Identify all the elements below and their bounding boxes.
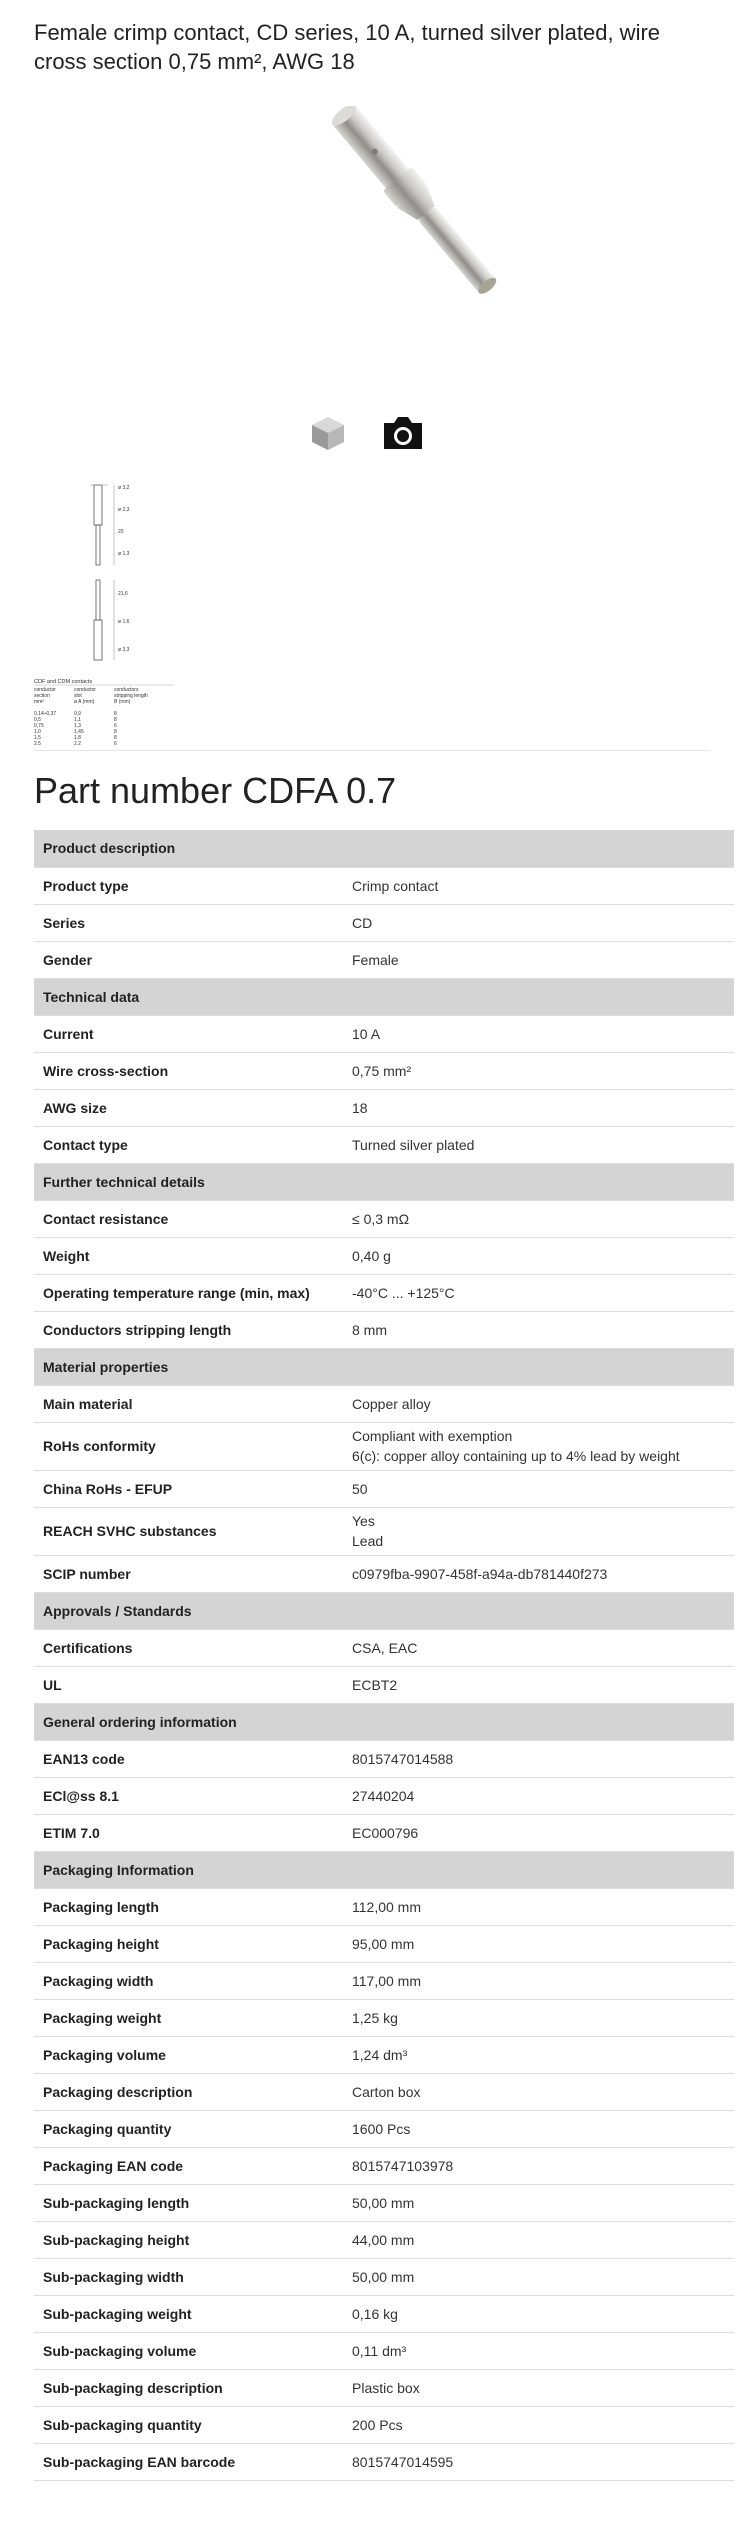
drawing-table-cell: 1,8 xyxy=(74,735,81,741)
drawing-table-cell: 2,5 xyxy=(34,741,41,745)
spec-value-line: 44,00 mm xyxy=(352,2231,415,2248)
spec-label: Packaging EAN code xyxy=(34,2147,343,2184)
spec-row xyxy=(34,1470,734,1507)
spec-value xyxy=(343,2184,734,2221)
drawing-table-cell: 1,45 xyxy=(74,729,84,735)
spec-value xyxy=(343,1740,734,1777)
spec-value xyxy=(343,1888,734,1925)
spec-value xyxy=(343,1999,734,2036)
spec-label: Sub-packaging height xyxy=(34,2221,343,2258)
spec-label: Contact type xyxy=(34,1126,343,1163)
camera-icon[interactable] xyxy=(380,413,426,458)
technical-drawing xyxy=(34,475,184,745)
spec-label: Packaging height xyxy=(34,1925,343,1962)
spec-label: Sub-packaging description xyxy=(34,2369,343,2406)
spec-label: Sub-packaging weight xyxy=(34,2295,343,2332)
spec-value-line: Copper alloy xyxy=(352,1395,431,1412)
section-title: Technical data xyxy=(34,978,734,1015)
dimension-label: ø 3,2 xyxy=(118,485,130,491)
spec-label: Packaging weight xyxy=(34,1999,343,2036)
spec-value-line: ≤ 0,3 mΩ xyxy=(352,1210,410,1227)
spec-row xyxy=(34,2221,734,2258)
drawing-table-header: B (mm) xyxy=(114,699,131,705)
spec-value-line: 8015747103978 xyxy=(352,2157,454,2174)
spec-value-line: 50 xyxy=(352,1480,368,1497)
spec-value-line: Compliant with exemption xyxy=(352,1428,513,1444)
spec-row xyxy=(34,941,734,978)
spec-row xyxy=(34,1555,734,1592)
section-header xyxy=(34,1592,734,1629)
spec-row xyxy=(34,1507,734,1555)
spec-label: RoHs conformity xyxy=(34,1422,343,1470)
spec-label: AWG size xyxy=(34,1089,343,1126)
dimension-label: 20 xyxy=(118,529,124,535)
section-header xyxy=(34,1348,734,1385)
crimp-contact-image xyxy=(289,106,549,306)
drawing-table-title: CDF and CDM contacts xyxy=(34,679,93,685)
spec-value xyxy=(343,904,734,941)
dimension-label: ø 3,3 xyxy=(118,647,130,653)
spec-value-line: 8015747014595 xyxy=(352,2453,454,2470)
section-header xyxy=(34,1163,734,1200)
spec-value xyxy=(343,2258,734,2295)
spec-row xyxy=(34,2110,734,2147)
spec-label: Sub-packaging quantity xyxy=(34,2406,343,2443)
spec-value-line: Plastic box xyxy=(352,2379,420,2396)
spec-value-line: 10 A xyxy=(352,1025,381,1042)
spec-value-line: 50,00 mm xyxy=(352,2268,415,2285)
spec-value-line: Carton box xyxy=(352,2083,421,2100)
spec-value xyxy=(343,1200,734,1237)
spec-value xyxy=(343,2110,734,2147)
spec-value-line: 6(c): copper alloy containing up to 4% lead by weight xyxy=(352,1448,680,1464)
spec-value xyxy=(343,2295,734,2332)
section-title: Approvals / Standards xyxy=(34,1592,734,1629)
spec-label: SCIP number xyxy=(34,1555,343,1592)
spec-value xyxy=(343,1422,734,1470)
spec-value xyxy=(343,1052,734,1089)
spec-row xyxy=(34,2258,734,2295)
drawing-table-header: conductors xyxy=(114,687,139,693)
spec-label: China RoHs - EFUP xyxy=(34,1470,343,1507)
spec-row xyxy=(34,1740,734,1777)
spec-value-line: Lead xyxy=(352,1533,384,1549)
spec-label: Packaging volume xyxy=(34,2036,343,2073)
drawing-table-header: stripping length xyxy=(114,693,148,699)
spec-value-line: 8 mm xyxy=(352,1321,387,1338)
spec-label: Packaging width xyxy=(34,1962,343,1999)
technical-drawing-thumbnail[interactable] xyxy=(34,475,184,745)
part-number-heading: Part number CDFA 0.7 xyxy=(34,770,397,811)
spec-label: Gender xyxy=(34,941,343,978)
section-title: Further technical details xyxy=(34,1163,734,1200)
drawing-table-cell: 0,5 xyxy=(34,717,41,723)
spec-label: Contact resistance xyxy=(34,1200,343,1237)
spec-row xyxy=(34,2036,734,2073)
spec-row xyxy=(34,2295,734,2332)
drawing-table-cell: 1,3 xyxy=(74,723,81,729)
spec-row xyxy=(34,2369,734,2406)
spec-value-line: 200 Pcs xyxy=(352,2416,403,2433)
spec-value-line: 117,00 mm xyxy=(352,1972,421,1989)
spec-label: ECl@ss 8.1 xyxy=(34,1777,343,1814)
spec-row xyxy=(34,2184,734,2221)
spec-value-line: CSA, EAC xyxy=(352,1639,418,1656)
spec-value xyxy=(343,2147,734,2184)
spec-row xyxy=(34,1422,734,1470)
spec-value-line: 95,00 mm xyxy=(352,1935,415,1952)
drawing-table-cell: 8 xyxy=(114,711,117,717)
spec-value xyxy=(343,2221,734,2258)
spec-label: Series xyxy=(34,904,343,941)
spec-value xyxy=(343,1470,734,1507)
spec-value-line: 0,40 g xyxy=(352,1247,391,1264)
spec-row xyxy=(34,1089,734,1126)
drawing-table-header: conductor xyxy=(34,687,56,693)
spec-row xyxy=(34,2406,734,2443)
drawing-table-header: mm² xyxy=(34,699,44,705)
spec-row xyxy=(34,1962,734,1999)
spec-value-line: c0979fba-9907-458f-a94a-db781440f273 xyxy=(352,1565,608,1582)
spec-row xyxy=(34,1237,734,1274)
spec-label: Weight xyxy=(34,1237,343,1274)
spec-label: Sub-packaging width xyxy=(34,2258,343,2295)
drawing-table-cell: 8 xyxy=(114,735,117,741)
spec-value xyxy=(343,1925,734,1962)
spec-label: Operating temperature range (min, max) xyxy=(34,1274,343,1311)
spec-label: Packaging quantity xyxy=(34,2110,343,2147)
spec-value xyxy=(343,2073,734,2110)
spec-value xyxy=(343,1555,734,1592)
spec-label: Wire cross-section xyxy=(34,1052,343,1089)
spec-value-line: 1600 Pcs xyxy=(352,2120,411,2137)
spec-row xyxy=(34,904,734,941)
drawing-table-cell: 0,75 xyxy=(34,723,44,729)
spec-value xyxy=(343,1089,734,1126)
drawing-table-cell: 1,0 xyxy=(34,729,41,735)
drawing-table-header: conductor xyxy=(74,687,96,693)
spec-value-line: Female xyxy=(352,951,399,968)
spec-label: REACH SVHC substances xyxy=(34,1507,343,1555)
spec-label: Product type xyxy=(34,867,343,904)
drawing-table-cell: 0,9 xyxy=(74,711,81,717)
spec-value-line: 8015747014588 xyxy=(352,1750,454,1767)
dimension-label: ø 1,3 xyxy=(118,551,130,557)
view-toggles xyxy=(0,413,744,453)
spec-row xyxy=(34,867,734,904)
spec-value-line: 27440204 xyxy=(352,1787,415,1804)
spec-value xyxy=(343,2369,734,2406)
spec-value-line: 0,75 mm² xyxy=(352,1062,412,1079)
spec-value xyxy=(343,1629,734,1666)
spec-label: Current xyxy=(34,1015,343,1052)
spec-value xyxy=(343,2332,734,2369)
spec-value xyxy=(343,1126,734,1163)
drawing-table-cell: 8 xyxy=(114,729,117,735)
spec-value-line: Turned silver plated xyxy=(352,1136,475,1153)
spec-value xyxy=(343,867,734,904)
spec-row xyxy=(34,1814,734,1851)
spec-label: Packaging length xyxy=(34,1888,343,1925)
drawing-table-header: section xyxy=(34,693,50,699)
spec-value xyxy=(343,1777,734,1814)
spec-label: Certifications xyxy=(34,1629,343,1666)
spec-value-line: Yes xyxy=(352,1513,375,1529)
drawing-table-header: ø A (mm) xyxy=(74,699,95,705)
spec-row xyxy=(34,1777,734,1814)
section-title: Packaging Information xyxy=(34,1851,734,1888)
spec-value-line: Crimp contact xyxy=(352,877,439,894)
spec-label: Sub-packaging length xyxy=(34,2184,343,2221)
drawing-table-cell: 1,5 xyxy=(34,735,41,741)
spec-row xyxy=(34,1666,734,1703)
product-image xyxy=(34,76,710,376)
spec-label: EAN13 code xyxy=(34,1740,343,1777)
drawing-table-cell: 1,1 xyxy=(74,717,81,723)
spec-value xyxy=(343,1962,734,1999)
spec-label: Packaging description xyxy=(34,2073,343,2110)
section-header xyxy=(34,978,734,1015)
spec-value xyxy=(343,2036,734,2073)
dimension-label: ø 1,6 xyxy=(118,619,130,625)
section-title: General ordering information xyxy=(34,1703,734,1740)
spec-value xyxy=(343,1507,734,1555)
drawing-table-cell: 0,14÷0,37 xyxy=(34,711,57,717)
spec-label: UL xyxy=(34,1666,343,1703)
spec-label: Sub-packaging volume xyxy=(34,2332,343,2369)
drawing-table-header: slot xyxy=(74,693,82,699)
dimension-label: 21,6 xyxy=(118,591,128,597)
product-title: Female crimp contact, CD series, 10 A, turned silver plated, wire cross section 0,75 mm², AWG 18 xyxy=(34,20,661,74)
section-header xyxy=(34,1851,734,1888)
spec-row xyxy=(34,1052,734,1089)
spec-value-line: 1,25 kg xyxy=(352,2009,398,2026)
section-header xyxy=(34,830,734,867)
spec-value xyxy=(343,1666,734,1703)
drawing-table-cell: 8 xyxy=(114,717,117,723)
spec-row xyxy=(34,2443,734,2480)
spec-value xyxy=(343,1015,734,1052)
drawing-table-cell: 2,2 xyxy=(74,741,81,745)
spec-value-line: 0,11 dm³ xyxy=(352,2342,407,2359)
section-header xyxy=(34,1703,734,1740)
specifications-table xyxy=(34,830,734,2481)
spec-row xyxy=(34,2147,734,2184)
spec-value xyxy=(343,1814,734,1851)
section-title: Product description xyxy=(34,830,734,867)
spec-row xyxy=(34,1925,734,1962)
spec-value xyxy=(343,941,734,978)
spec-value xyxy=(343,2406,734,2443)
spec-value xyxy=(343,1237,734,1274)
spec-row xyxy=(34,1274,734,1311)
spec-row xyxy=(34,1015,734,1052)
spec-value xyxy=(343,1274,734,1311)
section-title: Material properties xyxy=(34,1348,734,1385)
spec-row xyxy=(34,2332,734,2369)
spec-row xyxy=(34,1126,734,1163)
spec-value xyxy=(343,2443,734,2480)
spec-label: Conductors stripping length xyxy=(34,1311,343,1348)
spec-label: Sub-packaging EAN barcode xyxy=(34,2443,343,2480)
spec-value-line: 18 xyxy=(352,1099,368,1116)
spec-row xyxy=(34,1385,734,1422)
spec-row xyxy=(34,1999,734,2036)
drawing-table-cell: 6 xyxy=(114,723,117,729)
spec-value xyxy=(343,1311,734,1348)
spec-value-line: -40°C ... +125°C xyxy=(352,1284,455,1301)
spec-label: Main material xyxy=(34,1385,343,1422)
spec-row xyxy=(34,1629,734,1666)
dimension-label: ø 2,3 xyxy=(118,507,130,513)
spec-value xyxy=(343,1385,734,1422)
cube-3d-icon[interactable] xyxy=(308,413,348,458)
spec-value-line: 1,24 dm³ xyxy=(352,2046,408,2063)
spec-row xyxy=(34,2073,734,2110)
spec-row xyxy=(34,1311,734,1348)
spec-label: ETIM 7.0 xyxy=(34,1814,343,1851)
spec-value-line: 50,00 mm xyxy=(352,2194,415,2211)
spec-row xyxy=(34,1200,734,1237)
spec-value-line: 0,16 kg xyxy=(352,2305,398,2322)
spec-value-line: CD xyxy=(352,914,373,931)
spec-value-line: EC000796 xyxy=(352,1824,419,1841)
divider xyxy=(34,750,710,751)
drawing-table-cell: 6 xyxy=(114,741,117,745)
spec-value-line: 112,00 mm xyxy=(352,1898,421,1915)
spec-value-line: ECBT2 xyxy=(352,1676,398,1693)
spec-row xyxy=(34,1888,734,1925)
